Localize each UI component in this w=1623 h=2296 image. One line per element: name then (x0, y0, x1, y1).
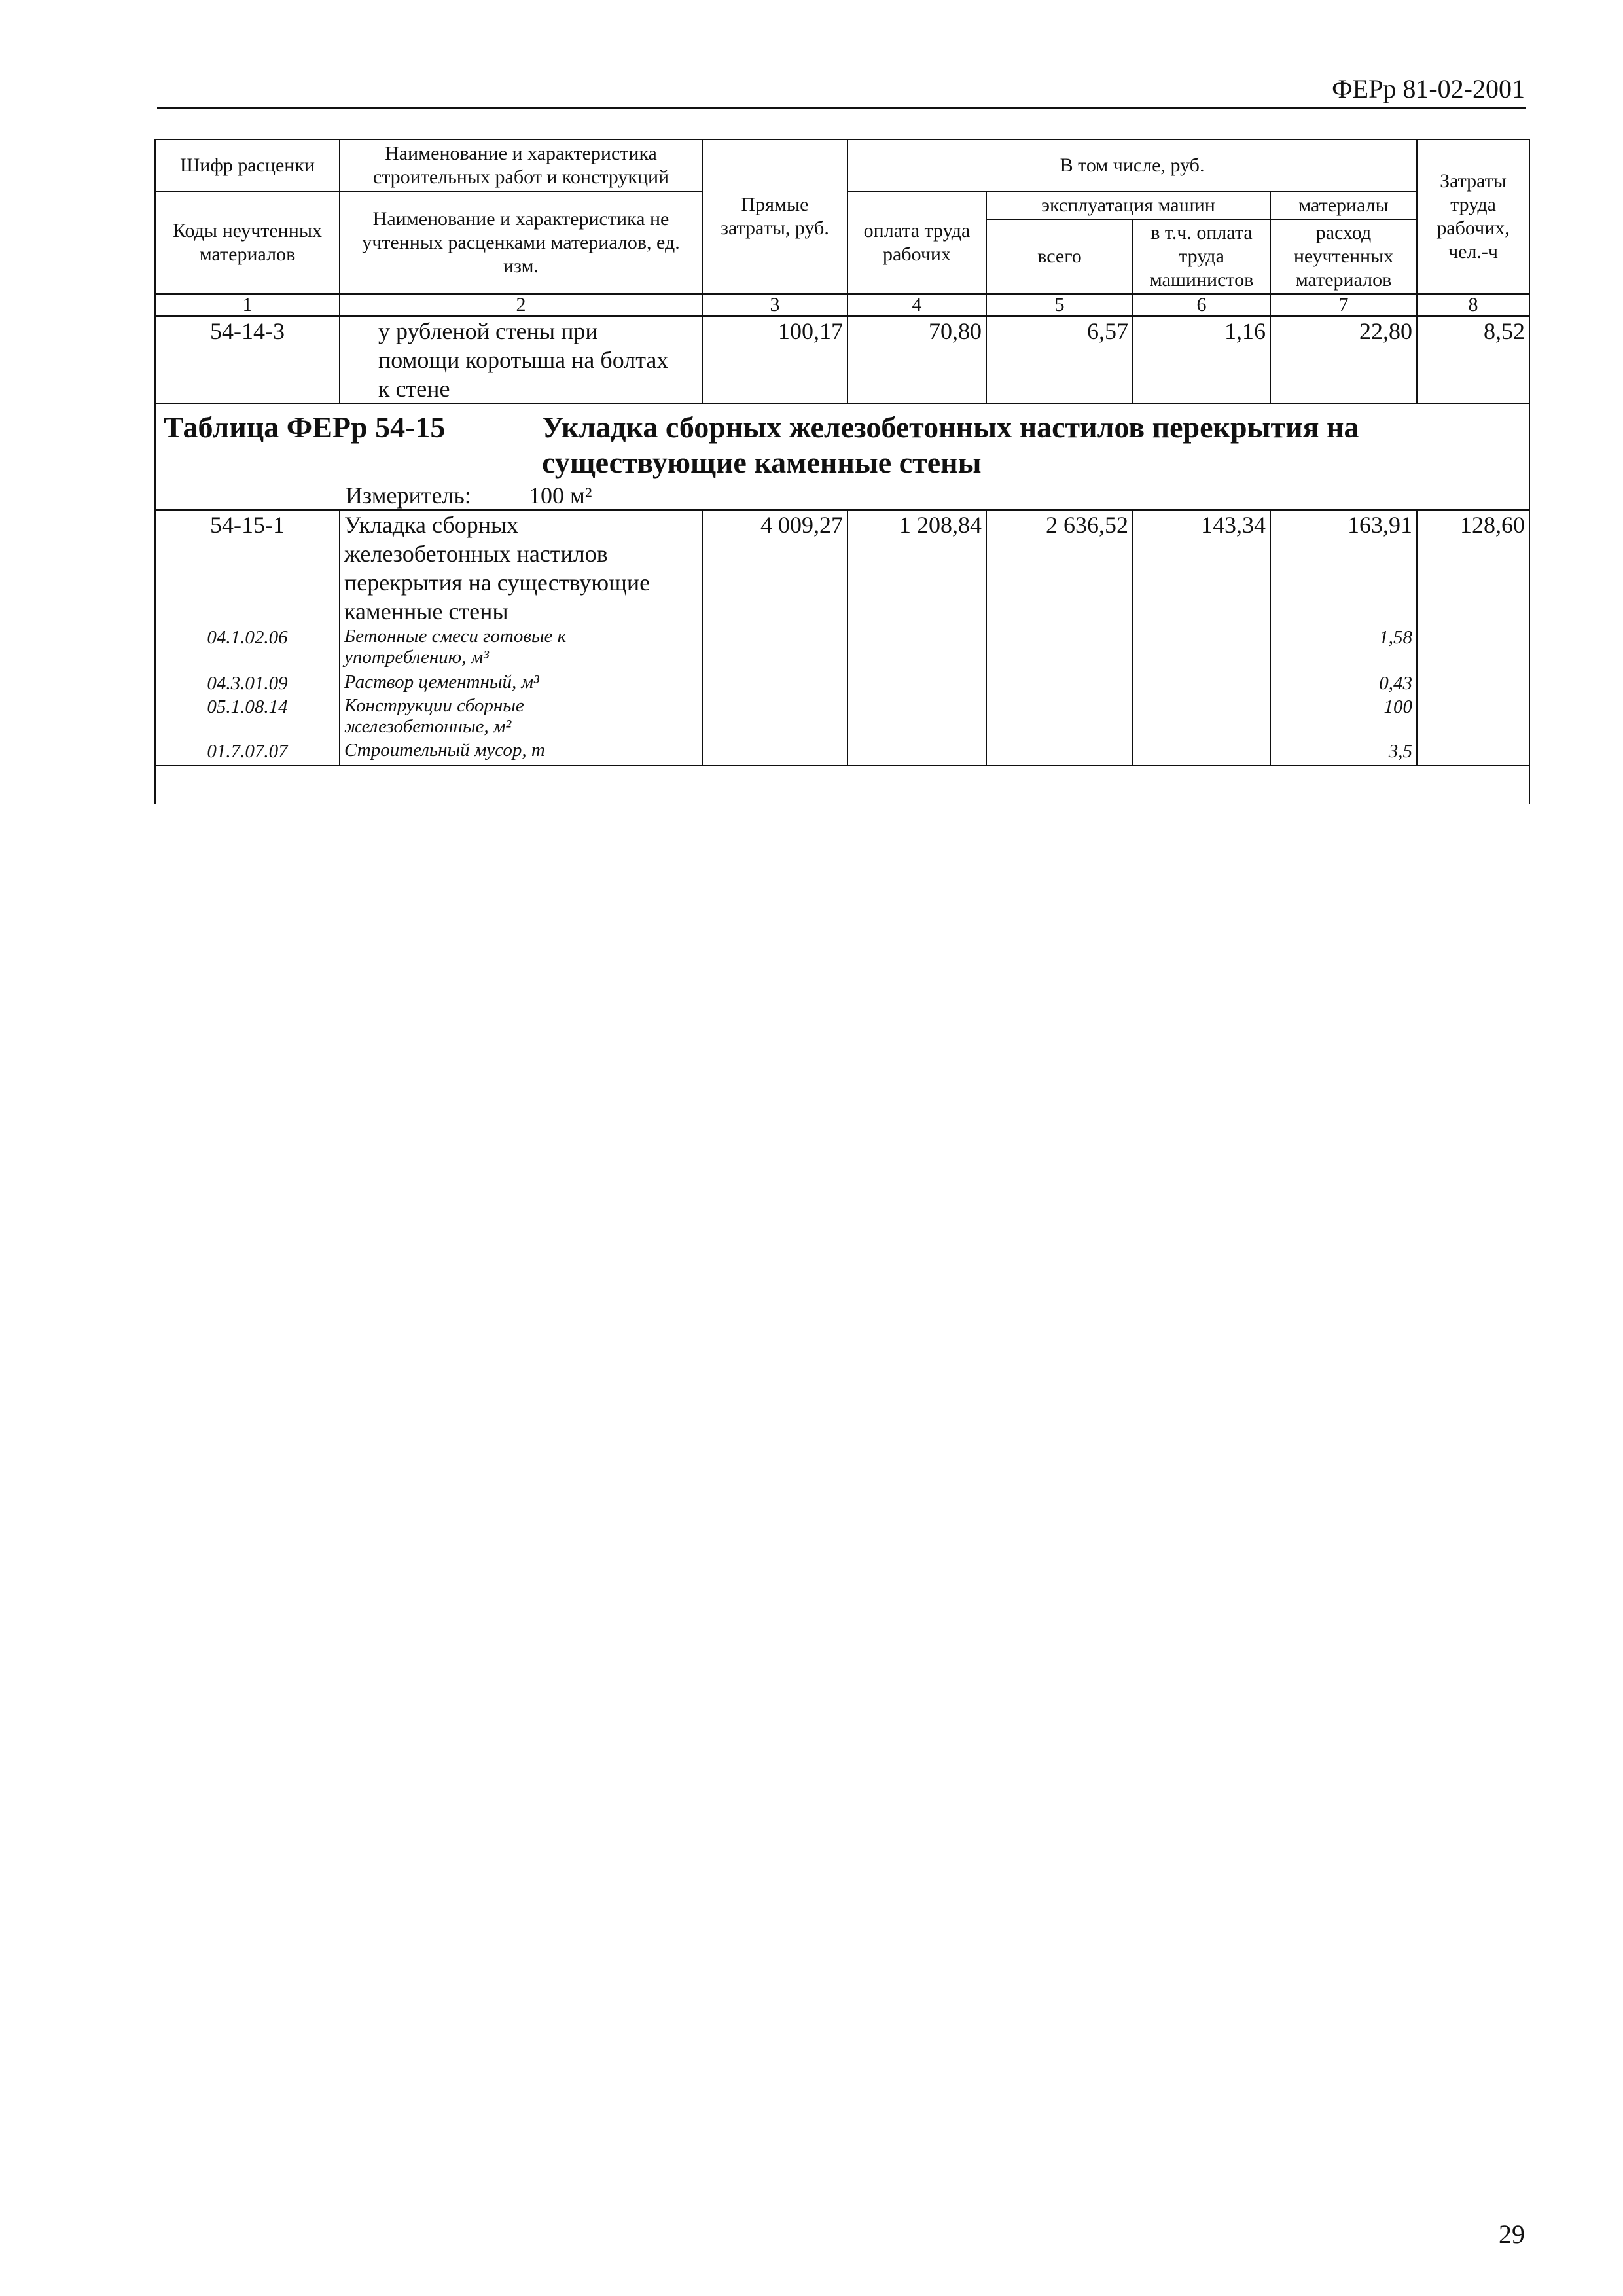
empty-cell (702, 672, 847, 695)
empty-cell (1417, 672, 1529, 695)
header-machinists-pay: в т.ч. оплата труда машинистов (1133, 219, 1270, 294)
machines-total: 2 636,52 (986, 510, 1133, 626)
empty-cell (702, 740, 847, 766)
empty-cell (1133, 740, 1270, 766)
section-header (155, 404, 1529, 510)
empty-cell (986, 695, 1133, 740)
header-machines-group: эксплуатация машин (986, 192, 1270, 219)
materials-cost: 22,80 (1270, 316, 1417, 404)
direct-costs: 4 009,27 (702, 510, 847, 626)
rate-name-line: железобетонных настилов (344, 541, 608, 567)
material-row (155, 672, 1529, 695)
column-number: 4 (847, 294, 986, 316)
measure-value: 100 м² (529, 482, 592, 509)
material-name-line: Конструкции сборные (344, 695, 524, 716)
empty-cell (986, 740, 1133, 766)
empty-cell (1133, 695, 1270, 740)
header-code: Шифр расценки (155, 139, 340, 192)
header-name: Наименование и характеристика строительных работ и конструкций (340, 139, 702, 192)
direct-costs: 100,17 (702, 316, 847, 404)
material-qty: 1,58 (1270, 626, 1417, 672)
column-number: 8 (1417, 294, 1529, 316)
labor-pay: 70,80 (847, 316, 986, 404)
rate-name-line: у рубленой стены при (378, 318, 598, 344)
machines-total: 6,57 (986, 316, 1133, 404)
material-code: 04.1.02.06 (155, 626, 340, 672)
material-code: 04.3.01.09 (155, 672, 340, 695)
rate-name-line: Укладка сборных (344, 512, 519, 538)
rate-name (340, 316, 702, 404)
labor-hours: 8,52 (1417, 316, 1529, 404)
section-label: Таблица ФЕРр 54-15 (164, 410, 446, 444)
column-number: 5 (986, 294, 1133, 316)
table-row (155, 510, 1529, 626)
header-material-codes: Коды неучтенных материалов (155, 192, 340, 294)
material-name-line: употреблению, м³ (344, 647, 489, 668)
material-row (155, 695, 1529, 740)
rate-name-line: перекрытия на существующие (344, 569, 651, 596)
empty-cell (702, 626, 847, 672)
material-code: 01.7.07.07 (155, 740, 340, 766)
machinists-pay: 1,16 (1133, 316, 1270, 404)
empty-cell (847, 740, 986, 766)
material-name (340, 740, 702, 766)
section-title-line: Укладка сборных железобетонных настилов перекрытия на (542, 410, 1359, 444)
labor-hours: 128,60 (1417, 510, 1529, 626)
column-number: 6 (1133, 294, 1270, 316)
rate-name (340, 510, 702, 626)
table-row (155, 316, 1529, 404)
header-direct-costs: Прямые затраты, руб. (702, 139, 847, 294)
section-title-line: существующие каменные стены (542, 446, 982, 479)
material-name (340, 672, 702, 695)
material-qty: 3,5 (1270, 740, 1417, 766)
materials-cost: 163,91 (1270, 510, 1417, 626)
rate-name-line: помощи коротыша на болтах (378, 347, 669, 373)
material-qty: 0,43 (1270, 672, 1417, 695)
material-qty: 100 (1270, 695, 1417, 740)
empty-cell (1417, 695, 1529, 740)
labor-pay: 1 208,84 (847, 510, 986, 626)
header-material-names: Наименование и характеристика не учтенных расценками материалов, ед. изм. (340, 192, 702, 294)
material-name-line: железобетонные, м² (344, 716, 512, 737)
header-machines-total: всего (986, 219, 1133, 294)
header-rule (157, 107, 1526, 109)
measure-label: Измеритель: (346, 482, 471, 509)
material-code: 05.1.08.14 (155, 695, 340, 740)
rate-name-line: к стене (378, 376, 450, 402)
empty-cell (847, 695, 986, 740)
empty-cell (986, 626, 1133, 672)
empty-cell (847, 672, 986, 695)
header-labor-hours: Затраты труда рабочих, чел.-ч (1417, 139, 1529, 294)
document-code: ФЕРр 81-02-2001 (1332, 74, 1525, 103)
header-including-group: В том числе, руб. (847, 139, 1417, 192)
empty-cell (986, 672, 1133, 695)
header-unaccounted-materials: расход неучтенных материалов (1270, 219, 1417, 294)
page-number: 29 (1499, 2219, 1525, 2249)
material-row (155, 626, 1529, 672)
material-row (155, 740, 1529, 766)
empty-cell (155, 766, 1529, 804)
material-name-line: Строительный мусор, т (344, 740, 545, 761)
empty-cell (1417, 740, 1529, 766)
rate-code: 54-15-1 (155, 510, 340, 626)
section-title (542, 410, 1497, 480)
column-number: 1 (155, 294, 340, 316)
column-number: 3 (702, 294, 847, 316)
column-number: 2 (340, 294, 702, 316)
machinists-pay: 143,34 (1133, 510, 1270, 626)
empty-cell (1417, 626, 1529, 672)
rates-table (154, 139, 1529, 804)
empty-cell (1133, 672, 1270, 695)
empty-cell (702, 695, 847, 740)
empty-cell (1133, 626, 1270, 672)
empty-cell (847, 626, 986, 672)
material-name (340, 626, 702, 672)
material-name-line: Раствор цементный, м³ (344, 672, 539, 692)
material-name-line: Бетонные смеси готовые к (344, 626, 567, 647)
table-continuation (155, 766, 1529, 804)
column-number: 7 (1270, 294, 1417, 316)
material-name (340, 695, 702, 740)
header-materials-group: материалы (1270, 192, 1417, 219)
rate-code: 54-14-3 (155, 316, 340, 404)
header-labor-pay: оплата труда рабочих (847, 192, 986, 294)
rate-name-line: каменные стены (344, 598, 508, 624)
